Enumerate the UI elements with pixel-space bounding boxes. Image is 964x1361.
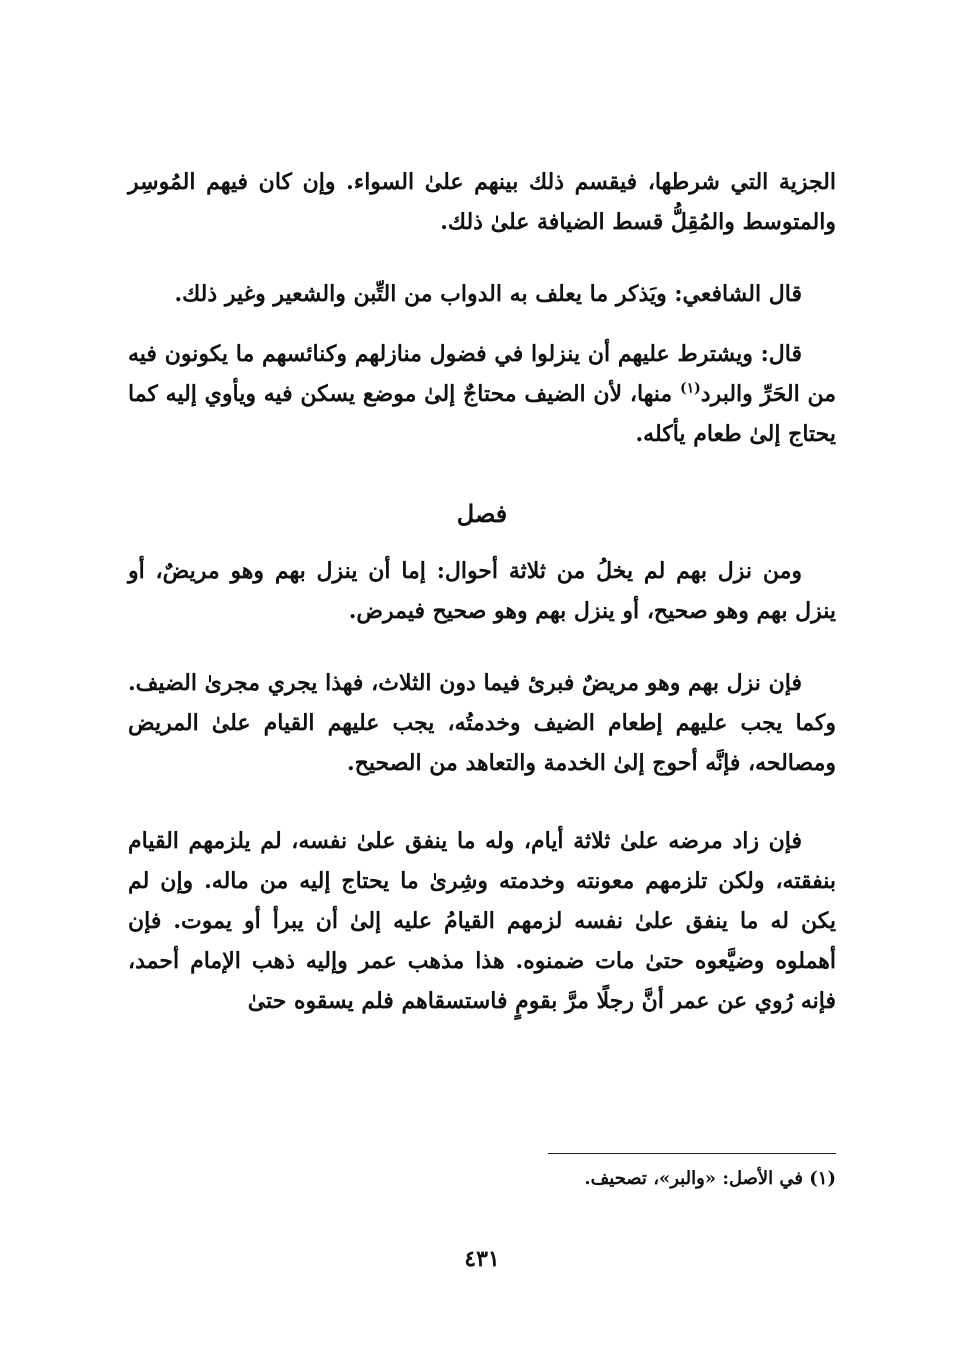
paragraph-lodging-text-start: قال: ويشترط عليهم أن ينزلوا في فضول منازلهم وكنائسهم ما يكونون فيه من الحَرِّ والبرد [128,341,836,407]
paragraph-lodging-text-end: منها، لأن الضيف محتاجٌ إلىٰ موضع يسكن فيه ويأوي إليه كما يحتاج إلىٰ طعام يأكله. [128,381,836,447]
footnote-text: (١) في الأصل: «والبر»، تصحيف. [584,1168,836,1189]
paragraph-shafii-quote: قال الشافعي: ويَذكر ما يعلف به الدواب من التِّبن والشعير وغير ذلك. [174,281,802,307]
footnote-divider [548,1153,836,1154]
paragraph-continuation: الجزية التي شرطها، فيقسم ذلك بينهم علىٰ السواء. وإن كان فيهم المُوسِر والمتوسط والمُقِلُّ قسط الضيافة علىٰ ذلك. [128,169,836,235]
paragraph-prolonged-illness: فإن زاد مرضه علىٰ ثلاثة أيام، وله ما ينفق علىٰ نفسه، لم يلزمهم القيام بنفقته، ولكن تلزمهم معونته وخدمته وشِرىٰ ما يحتاج إليه من ماله. وإن لم يكن له ما ينفق علىٰ نفسه لزمهم القيامُ عليه إلىٰ أن يبرأ أو يموت. فإن أهملوه وضيَّعوه حتىٰ مات ضمنوه. هذا مذهب عمر وإليه ذهب الإمام أحمد، فإنه رُوي عن عمر أنَّ رجلًا مرَّ بقومٍ فاستسقاهم فلم يسقوه حتىٰ [128,828,837,1014]
paragraph-three-cases: ومن نزل بهم لم يخلُ من ثلاثة أحوال: إما أن ينزل بهم وهو مريضٌ، أو ينزل بهم وهو صحيح، أو ينزل بهم وهو صحيح فيمرض. [128,558,836,624]
page-number: ٤٣١ [464,1246,500,1272]
paragraph-sick-guest: فإن نزل بهم وهو مريضٌ فبرئ فيما دون الثلاث، فهذا يجري مجرىٰ الضيف. وكما يجب عليهم إطعام الضيف وخدمتُه، يجب عليهم القيام علىٰ المريض ومصالحه، فإنَّه أحوج إلىٰ الخدمة والتعاهد من الصحيح. [128,670,836,776]
footnote-reference-marker: (١) [679,380,701,397]
paragraph-lodging-condition [128,334,836,454]
section-heading: فصل [456,499,508,528]
